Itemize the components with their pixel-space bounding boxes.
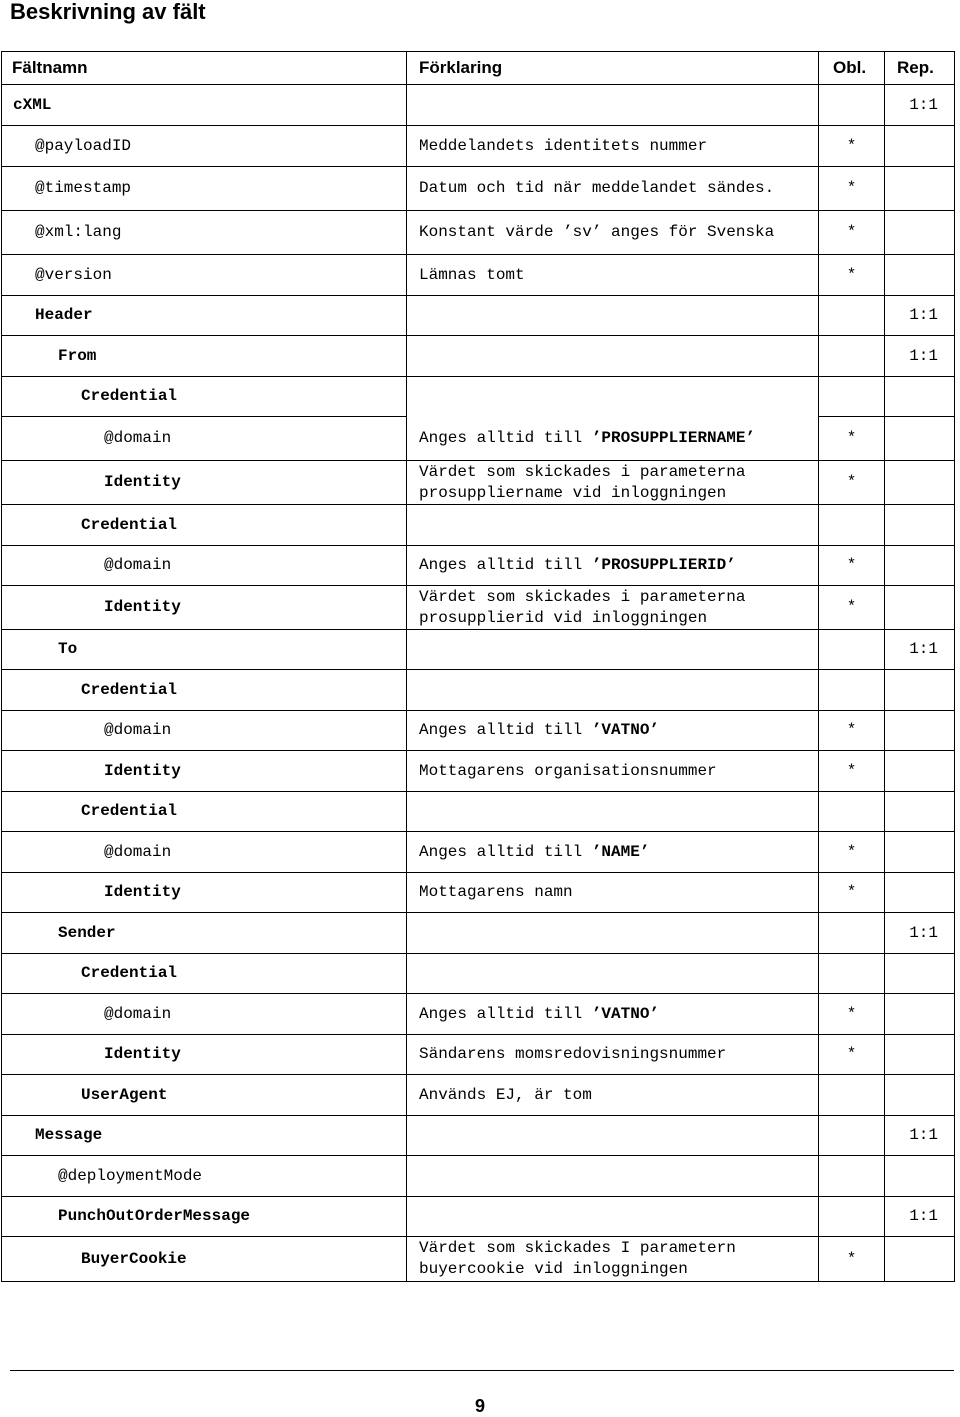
field-name: From: [2, 336, 407, 377]
field-mandatory: *: [819, 167, 885, 211]
field-name: @domain: [2, 546, 407, 586]
table-row: [2, 505, 955, 546]
field-description: [407, 913, 819, 954]
field-name: Identity: [2, 461, 407, 505]
field-name: Credential: [2, 505, 407, 546]
field-description: Sändarens momsredovisningsnummer: [407, 1035, 819, 1075]
field-description: Värdet som skickades i parameterna prosupplierid vid inloggningen: [407, 586, 819, 630]
field-repetition: [885, 417, 955, 461]
table-row: [2, 792, 955, 832]
field-description: Lämnas tomt: [407, 255, 819, 296]
field-repetition: 1:1: [885, 1197, 955, 1237]
table-row: [2, 255, 955, 296]
field-repetition: 1:1: [885, 85, 955, 126]
field-description: [407, 1197, 819, 1237]
field-mandatory: [819, 913, 885, 954]
field-description: [407, 377, 819, 417]
field-description: [407, 1156, 819, 1197]
field-name: UserAgent: [2, 1075, 407, 1116]
table-row: [2, 85, 955, 126]
field-description: Anges alltid till ’NAME’: [407, 832, 819, 873]
table-row: [2, 711, 955, 751]
field-mandatory: *: [819, 1035, 885, 1075]
table-row: [2, 1156, 955, 1197]
field-mandatory: *: [819, 126, 885, 167]
field-name: Identity: [2, 586, 407, 630]
field-name: @xml:lang: [2, 211, 407, 255]
page-title: Beskrivning av fält: [10, 0, 206, 24]
table-row: [2, 1237, 955, 1282]
field-description: [407, 296, 819, 336]
field-name: @payloadID: [2, 126, 407, 167]
field-mandatory: *: [819, 711, 885, 751]
field-name: Credential: [2, 792, 407, 832]
field-name: Identity: [2, 751, 407, 792]
table-row: [2, 832, 955, 873]
field-description: Meddelandets identitets nummer: [407, 126, 819, 167]
field-repetition: [885, 167, 955, 211]
field-mandatory: *: [819, 546, 885, 586]
table-row: [2, 211, 955, 255]
table-row: [2, 954, 955, 994]
table-row: [2, 1075, 955, 1116]
table-row: [2, 546, 955, 586]
field-repetition: [885, 461, 955, 505]
field-repetition: [885, 670, 955, 711]
field-description-table: [1, 51, 955, 1282]
field-description: Anges alltid till ’VATNO’: [407, 711, 819, 751]
field-mandatory: [819, 1156, 885, 1197]
field-mandatory: *: [819, 1237, 885, 1282]
field-mandatory: *: [819, 461, 885, 505]
field-name: @domain: [2, 417, 407, 461]
field-mandatory: *: [819, 211, 885, 255]
field-name: To: [2, 630, 407, 670]
field-repetition: [885, 1075, 955, 1116]
footer-divider: [10, 1370, 954, 1371]
field-mandatory: [819, 336, 885, 377]
field-repetition: [885, 377, 955, 417]
field-name: @version: [2, 255, 407, 296]
field-description: Används EJ, är tom: [407, 1075, 819, 1116]
table-row: [2, 630, 955, 670]
field-repetition: [885, 994, 955, 1035]
field-description: Datum och tid när meddelandet sändes.: [407, 167, 819, 211]
field-repetition: [885, 586, 955, 630]
field-description: Mottagarens organisationsnummer: [407, 751, 819, 792]
field-repetition: [885, 711, 955, 751]
field-name: @domain: [2, 711, 407, 751]
field-repetition: [885, 1237, 955, 1282]
field-description: [407, 670, 819, 711]
field-repetition: [885, 792, 955, 832]
field-mandatory: [819, 377, 885, 417]
field-description: [407, 336, 819, 377]
field-description: Mottagarens namn: [407, 873, 819, 913]
table-row: [2, 873, 955, 913]
table-row: [2, 1116, 955, 1156]
field-mandatory: *: [819, 832, 885, 873]
field-name: cXML: [2, 85, 407, 126]
table-row: [2, 377, 955, 417]
column-header-repetition: Rep.: [885, 52, 955, 85]
field-name: @deploymentMode: [2, 1156, 407, 1197]
table-row: [2, 417, 955, 461]
field-description: Anges alltid till ’VATNO’: [407, 994, 819, 1035]
table-row: [2, 751, 955, 792]
field-name: Header: [2, 296, 407, 336]
field-mandatory: [819, 1116, 885, 1156]
field-repetition: [885, 954, 955, 994]
field-name: Credential: [2, 377, 407, 417]
field-description: Värdet som skickades i parameterna prosuppliername vid inloggningen: [407, 461, 819, 505]
page-number: 9: [474, 1396, 485, 1416]
table-row: [2, 994, 955, 1035]
field-name: @domain: [2, 994, 407, 1035]
field-repetition: 1:1: [885, 336, 955, 377]
field-mandatory: [819, 630, 885, 670]
field-repetition: [885, 505, 955, 546]
field-mandatory: [819, 1075, 885, 1116]
table-row: [2, 296, 955, 336]
field-repetition: 1:1: [885, 1116, 955, 1156]
field-name: Credential: [2, 954, 407, 994]
field-repetition: 1:1: [885, 630, 955, 670]
field-mandatory: [819, 792, 885, 832]
field-repetition: 1:1: [885, 296, 955, 336]
field-mandatory: *: [819, 417, 885, 461]
table-row: [2, 586, 955, 630]
field-repetition: [885, 751, 955, 792]
table-row: [2, 336, 955, 377]
field-mandatory: [819, 1197, 885, 1237]
field-name: BuyerCookie: [2, 1237, 407, 1282]
table-row: [2, 126, 955, 167]
field-repetition: [885, 546, 955, 586]
table-row: [2, 670, 955, 711]
field-description: Konstant värde ’sv’ anges för Svenska: [407, 211, 819, 255]
field-name: Sender: [2, 913, 407, 954]
field-name: @domain: [2, 832, 407, 873]
field-name: PunchOutOrderMessage: [2, 1197, 407, 1237]
table-row: [2, 167, 955, 211]
field-mandatory: [819, 85, 885, 126]
field-mandatory: *: [819, 751, 885, 792]
field-repetition: [885, 211, 955, 255]
field-description: Anges alltid till ’PROSUPPLIERID’: [407, 546, 819, 586]
field-description: Värdet som skickades I parametern buyercookie vid inloggningen: [407, 1237, 819, 1282]
field-description: [407, 1116, 819, 1156]
table-header-row: [2, 52, 955, 85]
field-name: Identity: [2, 873, 407, 913]
field-repetition: [885, 832, 955, 873]
field-repetition: [885, 126, 955, 167]
field-description: Anges alltid till ’PROSUPPLIERNAME’: [407, 417, 819, 461]
field-mandatory: [819, 954, 885, 994]
field-repetition: [885, 873, 955, 913]
column-header-field-name: Fältnamn: [2, 52, 407, 85]
field-mandatory: [819, 505, 885, 546]
field-name: @timestamp: [2, 167, 407, 211]
field-mandatory: *: [819, 994, 885, 1035]
column-header-mandatory: Obl.: [819, 52, 885, 85]
field-description: [407, 630, 819, 670]
field-name: Message: [2, 1116, 407, 1156]
field-name: Identity: [2, 1035, 407, 1075]
field-name: Credential: [2, 670, 407, 711]
field-mandatory: *: [819, 873, 885, 913]
field-description: [407, 954, 819, 994]
field-repetition: 1:1: [885, 913, 955, 954]
field-mandatory: *: [819, 255, 885, 296]
field-description: [407, 792, 819, 832]
column-header-description: Förklaring: [407, 52, 819, 85]
table-row: [2, 1197, 955, 1237]
field-mandatory: [819, 296, 885, 336]
field-description: [407, 505, 819, 546]
table-row: [2, 913, 955, 954]
field-description: [407, 85, 819, 126]
table-row: [2, 461, 955, 505]
field-repetition: [885, 1156, 955, 1197]
table-row: [2, 1035, 955, 1075]
field-repetition: [885, 255, 955, 296]
field-repetition: [885, 1035, 955, 1075]
field-mandatory: [819, 670, 885, 711]
field-mandatory: *: [819, 586, 885, 630]
